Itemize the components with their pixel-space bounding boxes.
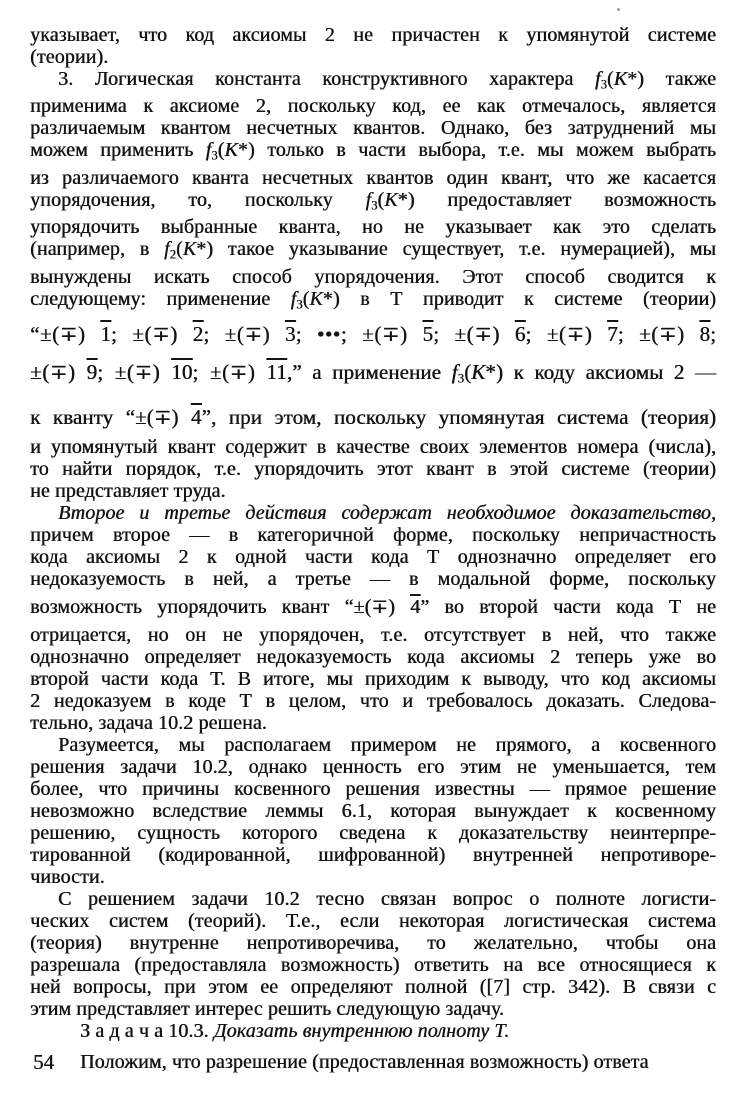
text-line: [30, 480, 716, 502]
text-segment: (например, в: [30, 238, 164, 261]
text-segment: (теории).: [30, 46, 109, 68]
text-line: [30, 690, 716, 712]
text-line: [30, 844, 716, 866]
text-segment: вынуждены искать способ упорядочения. Этот способ сводится к: [30, 265, 716, 288]
text-segment: следующему: применение: [30, 287, 291, 310]
text-segment: ; ±(∓): [433, 322, 515, 347]
text-segment: 3: [296, 297, 303, 312]
text-segment: ;: [710, 322, 716, 347]
text-segment: (: [175, 238, 183, 261]
text-segment: не представляет труда.: [30, 479, 226, 502]
text-segment: ; ±(∓): [192, 360, 267, 385]
text-segment: тированной (кодированной, шифрованной) внутренней непротиворе-: [30, 843, 716, 866]
text-segment: 8: [699, 322, 711, 347]
text-segment: отрицается, но он не упорядочен, т.е. отсутствует в ней, что также: [30, 623, 716, 646]
text-segment: Второе и третье действия содержат необходимое доказательство,: [58, 501, 716, 524]
page-number: 54: [33, 1050, 54, 1074]
text-line: [30, 646, 716, 668]
text-line: [30, 353, 716, 398]
text-line: [30, 734, 716, 756]
text-line: [30, 117, 716, 139]
text-segment: недоказуемость в ней, а третье — в модальной форме, поскольку: [30, 567, 716, 590]
text-segment: тельно, задача 10.2 решена.: [30, 711, 267, 734]
text-segment: применима к аксиоме 2, поскольку код, ее как отмечалось, является: [30, 95, 716, 118]
text-segment: (: [606, 68, 614, 90]
text-segment: *) к коду аксиомы 2 —: [485, 360, 716, 385]
text-segment: *) в Т приводит к системе (теории): [322, 287, 716, 310]
text-segment: ней вопросы, при этом ее определяют полной ([7] стр. 342). В связи с: [30, 975, 716, 998]
text-line: [30, 1020, 716, 1042]
paragraph: [30, 68, 716, 502]
text-segment: ; ±(∓): [110, 322, 193, 347]
text-segment: упорядочения, то, поскольку: [30, 188, 366, 211]
paragraph: [30, 888, 716, 1020]
text-segment: “±(∓): [30, 322, 101, 347]
text-segment: *) такое указывание существует, т.е. нумерацией), мы: [196, 238, 716, 261]
text-segment: (теория) внутренне непротиворечива, то желательно, чтобы она: [30, 931, 716, 954]
text-segment: (: [464, 360, 472, 385]
text-segment: 5: [422, 322, 434, 347]
text-segment: 7: [607, 322, 618, 347]
text-segment: 6: [514, 322, 526, 347]
text-segment: 4: [410, 595, 421, 618]
text-line: [30, 800, 716, 822]
text-segment: ; ±(∓): [617, 322, 700, 347]
text-segment: *) также: [627, 68, 716, 90]
text-segment: ,” а применение: [286, 360, 452, 385]
text-segment: 2 недоказуем в коде Т в целом, что и требовалось доказать. Следова-: [30, 689, 716, 712]
text-segment: K: [182, 238, 197, 261]
text-segment: ; ±(∓): [203, 322, 285, 347]
text-segment: и упомянутый квант содержит в качестве своих элементов номера (числа),: [30, 435, 716, 458]
text-segment: кода аксиомы 2 к одной части кода Т однозначно определяет его: [30, 545, 716, 568]
text-segment: *) только в части выбора, т.е. мы можем выбрать: [237, 139, 716, 162]
text-line: [30, 238, 716, 265]
text-line: [30, 167, 716, 189]
text-segment: K: [309, 287, 323, 310]
text-line: [30, 910, 716, 932]
text-line: [30, 822, 716, 844]
text-block: [30, 24, 716, 1073]
text-segment: ±(∓): [30, 360, 87, 385]
text-segment: невозможно вследствие леммы 6.1, которая вынуждает к косвенному: [30, 799, 716, 822]
text-line: [30, 668, 716, 690]
paragraph: [30, 24, 716, 68]
text-segment: ческих систем (теорий). Т.е., если некоторая логистическая система: [30, 909, 716, 932]
text-line: [30, 139, 716, 166]
text-line: [30, 590, 716, 624]
paragraph: [30, 734, 716, 888]
text-line: [30, 624, 716, 646]
text-segment: K: [224, 139, 238, 162]
text-segment: можем применить: [30, 139, 206, 162]
text-segment: K: [384, 188, 398, 211]
text-segment: 4: [190, 404, 202, 429]
text-line: [30, 778, 716, 800]
text-segment: Разумеется, мы располагаем примером не прямого, а косвенного: [58, 733, 716, 756]
text-line: [30, 502, 716, 524]
text-segment: 1: [100, 322, 111, 347]
text-segment: 10: [171, 360, 193, 385]
text-segment: (: [302, 287, 310, 310]
text-line: [30, 288, 716, 315]
text-segment: решения задачи 10.2, однако ценность его этим не уменьшается, тем: [30, 755, 716, 778]
text-line: [30, 68, 716, 95]
text-segment: второй части кода Т. В итоге, мы приходим к выводу, что код аксиомы: [30, 667, 716, 690]
text-segment: разрешала (предоставляла возможность) ответить на все относящиеся к: [30, 953, 716, 976]
text-segment: 3. Логическая константа конструктивного характера: [58, 68, 595, 90]
text-line: [30, 932, 716, 954]
text-segment: Положим, что разрешение (предоставленная возможность) ответа: [80, 1050, 649, 1073]
paragraph: [30, 1051, 716, 1073]
text-segment: однозначно определяет недоказуемость кода аксиомы 2 теперь уже во: [30, 645, 716, 668]
text-segment: f: [205, 139, 212, 162]
text-line: [30, 436, 716, 458]
text-segment: то найти порядок, т.е. упорядочить этот квант в этой системе (теории): [30, 457, 716, 480]
text-line: [30, 24, 716, 46]
paragraph: [30, 502, 716, 734]
text-segment: ” во второй части кода Т не: [420, 595, 716, 618]
text-segment: (: [217, 139, 225, 162]
text-line: [30, 976, 716, 998]
text-segment: f: [451, 360, 458, 385]
scan-speck: [617, 8, 620, 11]
text-line: [30, 46, 716, 68]
text-segment: ; ±(∓): [525, 322, 608, 347]
text-segment: упорядочить выбранные кванта, но не указывает как это сделать: [30, 216, 716, 239]
text-segment: ; ±(∓): [97, 360, 172, 385]
text-line: [30, 998, 716, 1020]
text-segment: 2: [192, 322, 204, 347]
text-segment: 3: [600, 77, 607, 92]
text-segment: З а д а ч а 10.3.: [80, 1019, 214, 1042]
text-segment: решению, сущность которого сведена к доказательству неинтерпре-: [30, 821, 716, 844]
text-segment: f: [365, 188, 372, 211]
text-line: [30, 712, 716, 734]
text-segment: более, что причины косвенного решения известны — прямое решение: [30, 777, 716, 800]
text-segment: K: [471, 360, 486, 385]
text-line: [30, 888, 716, 910]
text-line: [30, 546, 716, 568]
text-segment: к кванту “±(∓): [30, 404, 191, 429]
text-segment: 11: [266, 360, 287, 385]
text-line: [30, 524, 716, 546]
text-segment: K: [613, 68, 628, 90]
text-segment: (: [377, 188, 385, 211]
text-segment: указывает, что код аксиомы 2 не причастен к упомянутой системе: [30, 24, 716, 46]
text-line: [30, 1051, 716, 1073]
paragraph: [30, 1020, 716, 1042]
text-segment: возможность упорядочить квант “±(∓): [30, 595, 411, 618]
text-segment: f: [290, 287, 297, 310]
text-line: [30, 189, 716, 216]
text-segment: различаемым квантом несчетных квантов. Однако, без затруднений мы: [30, 117, 716, 140]
text-line: [30, 315, 716, 353]
text-segment: 3: [457, 370, 465, 386]
text-segment: причем второе — в категоричной форме, поскольку непричастность: [30, 523, 716, 546]
text-segment: Доказать внутреннюю полноту Т.: [213, 1019, 510, 1042]
text-line: [30, 866, 716, 888]
text-segment: ”, при этом, поскольку упомянутая система (теория): [201, 404, 716, 429]
text-line: [30, 568, 716, 590]
text-line: [30, 266, 716, 288]
text-segment: *) предоставляет возможность: [397, 188, 716, 211]
text-segment: 3: [371, 198, 378, 213]
text-segment: этим представляет интерес решить следующую задачу.: [30, 997, 505, 1020]
text-segment: чивости.: [30, 865, 105, 888]
text-line: [30, 398, 716, 436]
text-segment: из различаемого кванта несчетных квантов один квант, что же касается: [30, 166, 716, 189]
text-segment: 3: [284, 322, 296, 347]
text-segment: 9: [86, 360, 98, 385]
text-line: [30, 458, 716, 480]
text-segment: f: [163, 238, 170, 261]
text-segment: f: [594, 68, 601, 90]
text-line: [30, 216, 716, 238]
text-line: [30, 954, 716, 976]
text-segment: ; •••; ±(∓): [295, 322, 423, 347]
text-line: [30, 756, 716, 778]
text-segment: 3: [211, 148, 218, 163]
text-segment: С решением задачи 10.2 тесно связан вопрос о полноте логисти-: [58, 887, 716, 910]
text-segment: 2: [169, 247, 176, 262]
text-line: [30, 95, 716, 117]
